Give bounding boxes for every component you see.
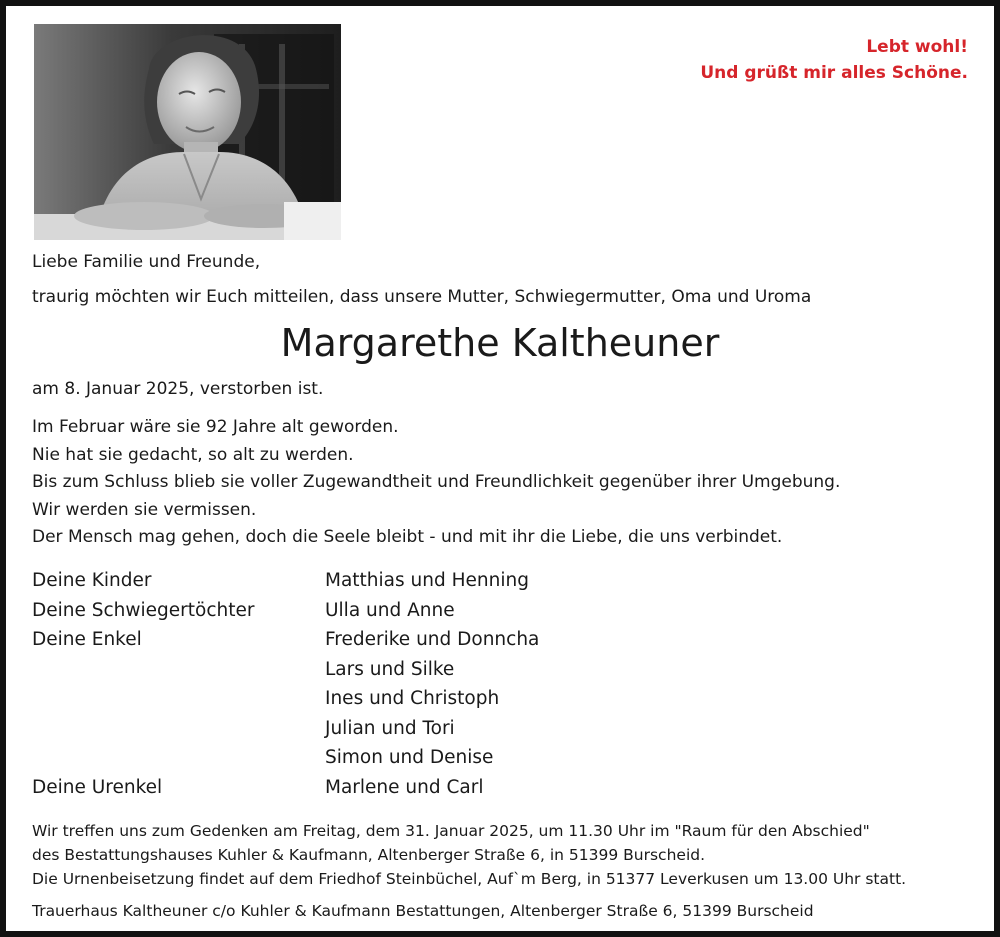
family-role: Deine Urenkel <box>32 776 163 798</box>
family-names: Ines und Christoph <box>325 688 500 709</box>
family-names: Matthias und Henning <box>325 570 529 591</box>
family-role: Deine Kinder <box>32 570 152 591</box>
motto-line-2: Und grüßt mir alles Schöne. <box>700 63 968 83</box>
family-names: Ulla und Anne <box>325 599 455 621</box>
family-row <box>32 773 539 803</box>
memorial-info <box>32 819 906 923</box>
farewell-motto <box>700 34 968 86</box>
portrait-photo <box>34 24 341 240</box>
family-row <box>32 566 539 596</box>
family-names: Lars und Silke <box>325 658 455 680</box>
family-role <box>32 684 325 714</box>
family-role <box>32 743 325 773</box>
family-names: Julian und Tori <box>325 717 455 739</box>
deceased-name: Margarethe Kaltheuner <box>280 321 720 365</box>
family-role: Deine Enkel <box>32 629 142 650</box>
tribute-line: Im Februar wäre sie 92 Jahre alt geworden. <box>32 417 399 437</box>
mourning-house-address: Trauerhaus Kaltheuner c/o Kuhler & Kaufmann Bestattungen, Altenberger Straße 6, 51399 Burscheid <box>32 902 814 920</box>
memorial-line: Wir treffen uns zum Gedenken am Freitag, dem 31. Januar 2025, um 11.30 Uhr im "Raum für den Abschied" <box>32 822 870 840</box>
memorial-line: des Bestattungshauses Kuhler & Kaufmann, Altenberger Straße 6, in 51399 Burscheid. <box>32 846 706 864</box>
family-row <box>32 596 539 626</box>
family-row <box>32 684 539 714</box>
memorial-line: Die Urnenbeisetzung findet auf dem Friedhof Steinbüchel, Auf`m Berg, in 51377 Leverkusen um 13.00 Uhr statt. <box>32 870 907 888</box>
family-list <box>32 566 539 802</box>
family-names: Frederike und Donncha <box>325 629 540 650</box>
family-row <box>32 625 539 655</box>
family-role: Deine Schwiegertöchter <box>32 599 255 621</box>
family-names: Marlene und Carl <box>325 776 484 798</box>
greeting: Liebe Familie und Freunde, <box>32 252 261 272</box>
family-names: Simon und Denise <box>325 747 494 768</box>
death-date-line: am 8. Januar 2025, verstorben ist. <box>32 379 324 399</box>
motto-line-1: Lebt wohl! <box>866 37 968 57</box>
family-row <box>32 714 539 744</box>
tribute-line: Wir werden sie vermissen. <box>32 499 257 520</box>
intro-text: traurig möchten wir Euch mitteilen, dass unsere Mutter, Schwiegermutter, Oma und Uroma <box>32 287 812 307</box>
family-role <box>32 714 325 744</box>
tribute-line: Nie hat sie gedacht, so alt zu werden. <box>32 444 354 465</box>
family-row <box>32 743 539 773</box>
tribute-line: Bis zum Schluss blieb sie voller Zugewandtheit und Freundlichkeit gegenüber ihrer Umgebung. <box>32 472 841 492</box>
family-role <box>32 655 325 685</box>
tribute-paragraph <box>32 414 840 552</box>
tribute-line: Der Mensch mag gehen, doch die Seele bleibt - und mit ihr die Liebe, die uns verbindet. <box>32 527 783 547</box>
family-row <box>32 655 539 685</box>
